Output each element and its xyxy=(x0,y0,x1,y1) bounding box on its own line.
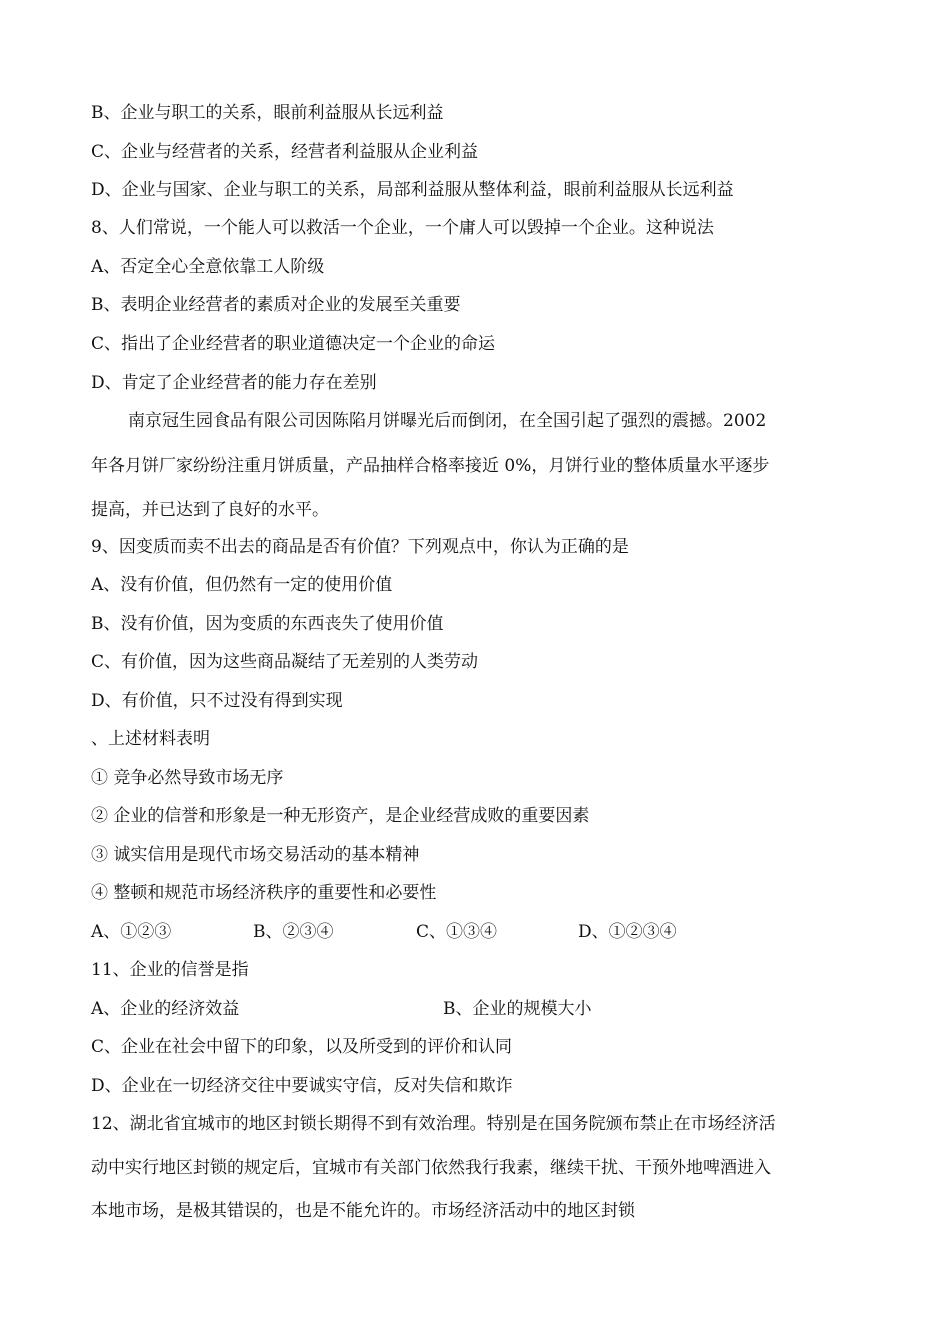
q10-option-c: C、①③④ xyxy=(416,922,498,942)
q9-option-c: C、有价值，因为这些商品凝结了无差别的人类劳动 xyxy=(91,652,479,672)
material-paragraph-line-2: 年各月饼厂家纷纷注重月饼质量，产品抽样合格率接近 0%，月饼行业的整体质量水平逐步 xyxy=(91,456,770,476)
q12-stem-line-3: 本地市场，是极其错误的，也是不能允许的。市场经济活动中的地区封锁 xyxy=(91,1201,635,1221)
q10-item-2: ② 企业的信誉和形象是一种无形资产，是企业经营成败的重要因素 xyxy=(91,806,590,826)
q8-option-d: D、肯定了企业经营者的能力存在差别 xyxy=(91,373,377,393)
q8-option-c: C、指出了企业经营者的职业道德决定一个企业的命运 xyxy=(91,334,496,354)
q11-option-a: A、企业的经济效益 xyxy=(91,999,240,1019)
q10-item-3: ③ 诚实信用是现代市场交易活动的基本精神 xyxy=(91,845,420,865)
q10-item-4: ④ 整顿和规范市场经济秩序的重要性和必要性 xyxy=(91,883,437,903)
q8-option-b: B、表明企业经营者的素质对企业的发展至关重要 xyxy=(91,295,461,315)
q10-stem: 、上述材料表明 xyxy=(91,729,210,749)
q8-stem: 8、人们常说，一个能人可以救活一个企业，一个庸人可以毁掉一个企业。这种说法 xyxy=(91,218,714,238)
material-paragraph-line-1: 南京冠生园食品有限公司因陈陷月饼曝光后而倒闭，在全国引起了强烈的震撼。2002 xyxy=(128,411,767,431)
q9-option-b: B、没有价值，因为变质的东西丧失了使用价值 xyxy=(91,614,444,634)
q10-option-b: B、②③④ xyxy=(253,922,334,942)
q7-option-c: C、企业与经营者的关系，经营者利益服从企业利益 xyxy=(91,142,479,162)
q7-option-d: D、企业与国家、企业与职工的关系，局部利益服从整体利益，眼前利益服从长远利益 xyxy=(91,180,734,200)
q9-stem: 9、因变质而卖不出去的商品是否有价值？下列观点中，你认为正确的是 xyxy=(91,537,629,557)
q11-option-b: B、企业的规模大小 xyxy=(443,999,592,1019)
q11-option-c: C、企业在社会中留下的印象，以及所受到的评价和认同 xyxy=(91,1037,513,1057)
q9-option-d: D、有价值，只不过没有得到实现 xyxy=(91,691,343,711)
q10-option-a: A、①②③ xyxy=(91,922,172,942)
q11-option-d: D、企业在一切经济交往中要诚实守信，反对失信和欺诈 xyxy=(91,1076,513,1096)
q12-stem-line-1: 12、湖北省宜城市的地区封锁长期得不到有效治理。特别是在国务院颁布禁止在市场经济活 xyxy=(91,1114,776,1134)
q8-option-a: A、否定全心全意依靠工人阶级 xyxy=(91,257,325,277)
q10-option-d: D、①②③④ xyxy=(578,922,677,942)
q10-item-1: ① 竞争必然导致市场无序 xyxy=(91,768,284,788)
q12-stem-line-2: 动中实行地区封锁的规定后，宜城市有关部门依然我行我素，继续干扰、干预外地啤酒进入 xyxy=(91,1158,771,1178)
material-paragraph-line-3: 提高，并已达到了良好的水平。 xyxy=(91,500,329,520)
q7-option-b: B、企业与职工的关系，眼前利益服从长远利益 xyxy=(91,103,444,123)
q9-option-a: A、没有价值，但仍然有一定的使用价值 xyxy=(91,575,393,595)
q11-stem: 11、企业的信誉是指 xyxy=(91,960,249,980)
